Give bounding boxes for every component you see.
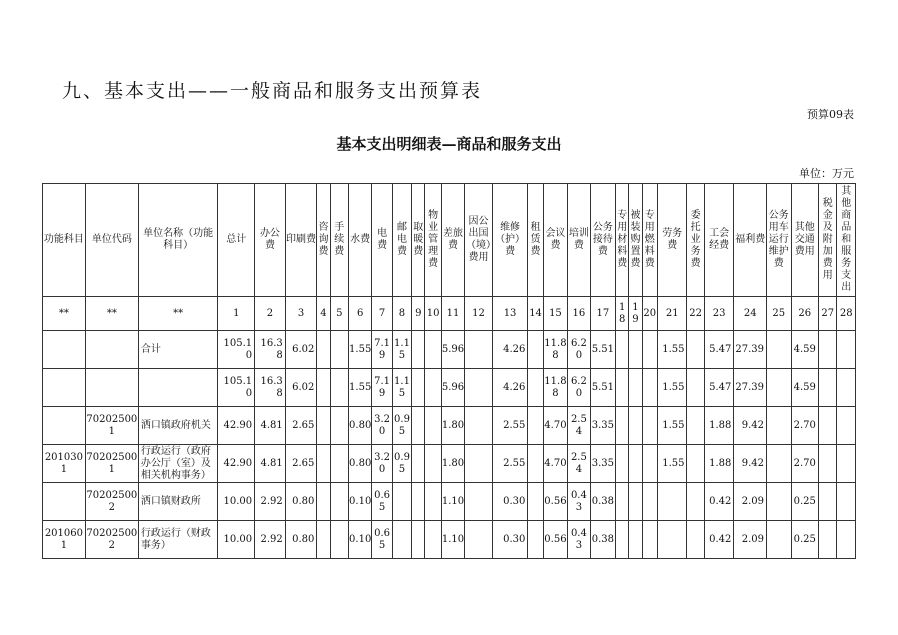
table-cell: [616, 483, 629, 521]
table-row: [43, 369, 856, 407]
index-cell: 8: [392, 297, 411, 331]
index-cell: 25: [767, 297, 791, 331]
table-cell: 16.38: [255, 331, 286, 369]
table-row: [43, 331, 856, 369]
header-cell: 总计: [218, 184, 255, 297]
index-cell: 18: [616, 297, 629, 331]
header-cell: 物业管理费: [425, 184, 441, 297]
table-cell: 5.51: [590, 369, 616, 407]
table-cell: [767, 369, 791, 407]
table-row: [43, 483, 856, 521]
table-cell: [642, 369, 657, 407]
table-cell: 7.19: [372, 369, 392, 407]
index-cell: **: [85, 297, 138, 331]
index-cell: 24: [734, 297, 767, 331]
table-cell: [330, 521, 348, 559]
table-cell: 1.88: [704, 407, 734, 445]
table-cell: [412, 521, 425, 559]
table-cell: 5.47: [704, 369, 734, 407]
index-cell: 1: [218, 297, 255, 331]
table-cell: 1.88: [704, 445, 734, 483]
table-cell: [767, 521, 791, 559]
section-title: 九、基本支出——一般商品和服务支出预算表: [62, 80, 483, 102]
table-cell: 4.70: [543, 445, 567, 483]
header-cell: 咨询费: [317, 184, 330, 297]
index-cell: 12: [465, 297, 493, 331]
header-cell: 公务接待费: [590, 184, 616, 297]
table-cell: [317, 407, 330, 445]
table-cell: 4.59: [791, 331, 819, 369]
table-cell: 5.51: [590, 331, 616, 369]
table-cell: [425, 483, 441, 521]
table-cell: 4.26: [492, 369, 528, 407]
index-cell: 22: [687, 297, 704, 331]
table-cell: [767, 445, 791, 483]
table-cell: 105.10: [218, 331, 255, 369]
table-cell: 4.81: [255, 445, 286, 483]
table-cell: [642, 407, 657, 445]
table-cell: 0.43: [568, 521, 590, 559]
table-cell: 0.30: [492, 483, 528, 521]
table-cell: [642, 521, 657, 559]
table-cell: 0.80: [348, 445, 371, 483]
header-cell: 单位名称（功能科目）: [138, 184, 218, 297]
table-row: [43, 445, 856, 483]
header-cell: 会议费: [543, 184, 567, 297]
table-cell: 702025002: [85, 521, 138, 559]
header-cell: 公务用车运行维护费: [767, 184, 791, 297]
table-cell: [425, 521, 441, 559]
header-cell: 福利费: [734, 184, 767, 297]
index-cell: 21: [657, 297, 687, 331]
table-cell: [629, 521, 642, 559]
table-cell: 10.00: [218, 483, 255, 521]
header-cell: 印刷费: [285, 184, 317, 297]
table-cell: [465, 331, 493, 369]
table-cell: [425, 331, 441, 369]
document-code: 预算09表: [807, 108, 854, 121]
table-cell: 6.20: [568, 331, 590, 369]
table-cell: 4.59: [791, 369, 819, 407]
table-cell: 2.65: [285, 445, 317, 483]
index-cell: 27: [819, 297, 837, 331]
table-cell: [412, 445, 425, 483]
table-cell: [767, 407, 791, 445]
table-cell: 1.55: [657, 407, 687, 445]
header-cell: 单位代码: [85, 184, 138, 297]
table-cell: [657, 483, 687, 521]
table-cell: 行政运行（政府办公厅（室）及相关机构事务）: [138, 445, 218, 483]
table-cell: [616, 407, 629, 445]
table-cell: 0.65: [372, 521, 392, 559]
table-cell: [138, 369, 218, 407]
table-cell: [629, 445, 642, 483]
table-cell: 3.20: [372, 407, 392, 445]
header-cell: 其他交通费用: [791, 184, 819, 297]
table-cell: [330, 445, 348, 483]
table-cell: 洒口镇政府机关: [138, 407, 218, 445]
index-cell: **: [138, 297, 218, 331]
table-cell: [629, 369, 642, 407]
table-cell: [767, 483, 791, 521]
table-cell: 1.80: [441, 445, 464, 483]
table-cell: 5.96: [441, 369, 464, 407]
table-cell: [85, 331, 138, 369]
table-cell: [629, 331, 642, 369]
header-cell: 委托业务费: [687, 184, 704, 297]
index-cell: 17: [590, 297, 616, 331]
table-cell: 0.25: [791, 483, 819, 521]
table-title: 基本支出明细表—商品和服务支出: [336, 135, 562, 153]
header-cell: 被装购置费: [629, 184, 642, 297]
table-cell: [819, 369, 837, 407]
table-cell: [616, 369, 629, 407]
header-cell: 租赁费: [528, 184, 543, 297]
table-cell: [687, 521, 704, 559]
index-cell: 16: [568, 297, 590, 331]
table-cell: 702025001: [85, 407, 138, 445]
table-cell: [837, 369, 856, 407]
index-cell: 15: [543, 297, 567, 331]
table-cell: 11.88: [543, 369, 567, 407]
table-cell: 1.55: [348, 369, 371, 407]
table-cell: 0.95: [392, 407, 411, 445]
table-cell: 0.30: [492, 521, 528, 559]
table-cell: [819, 521, 837, 559]
table-cell: 1.55: [657, 369, 687, 407]
table-cell: 4.81: [255, 407, 286, 445]
table-cell: 2.55: [492, 445, 528, 483]
table-cell: 702025002: [85, 483, 138, 521]
table-cell: 洒口镇财政所: [138, 483, 218, 521]
table-cell: [687, 331, 704, 369]
table-cell: [43, 407, 86, 445]
header-cell: 工会经费: [704, 184, 734, 297]
table-cell: 105.10: [218, 369, 255, 407]
header-cell: 维修（护）费: [492, 184, 528, 297]
table-cell: 4.26: [492, 331, 528, 369]
table-cell: 27.39: [734, 369, 767, 407]
table-cell: 1.15: [392, 369, 411, 407]
table-cell: 6.02: [285, 369, 317, 407]
table-cell: [528, 407, 543, 445]
table-cell: [657, 521, 687, 559]
table-cell: 行政运行（财政事务）: [138, 521, 218, 559]
table-cell: [85, 369, 138, 407]
index-row: [43, 297, 856, 331]
table-cell: [317, 521, 330, 559]
table-cell: [629, 407, 642, 445]
table-cell: [330, 369, 348, 407]
table-cell: 11.88: [543, 331, 567, 369]
table-cell: [43, 331, 86, 369]
header-cell: 电费: [372, 184, 392, 297]
header-cell: 办公费: [255, 184, 286, 297]
index-cell: 13: [492, 297, 528, 331]
table-cell: 0.43: [568, 483, 590, 521]
table-cell: [837, 483, 856, 521]
header-cell: 因公出国（境）费用: [465, 184, 493, 297]
table-cell: [425, 445, 441, 483]
table-cell: [425, 407, 441, 445]
table-cell: 2.92: [255, 483, 286, 521]
table-cell: 2.55: [492, 407, 528, 445]
table-cell: [412, 483, 425, 521]
table-cell: 0.42: [704, 483, 734, 521]
index-cell: 7: [372, 297, 392, 331]
table-cell: 9.42: [734, 445, 767, 483]
table-cell: 2010601: [43, 521, 86, 559]
table-cell: 2.54: [568, 445, 590, 483]
index-cell: 3: [285, 297, 317, 331]
table-cell: 2.09: [734, 521, 767, 559]
table-cell: 3.20: [372, 445, 392, 483]
expenditure-table: [42, 183, 856, 559]
index-cell: 14: [528, 297, 543, 331]
table-cell: 27.39: [734, 331, 767, 369]
table-cell: [528, 445, 543, 483]
table-cell: [392, 521, 411, 559]
table-cell: 0.56: [543, 521, 567, 559]
table-cell: [465, 445, 493, 483]
table-cell: [837, 521, 856, 559]
table-cell: 1.55: [657, 445, 687, 483]
table-cell: [837, 331, 856, 369]
header-cell: 培训费: [568, 184, 590, 297]
table-cell: [317, 331, 330, 369]
table-cell: [528, 369, 543, 407]
table-cell: 0.10: [348, 521, 371, 559]
table-cell: [642, 331, 657, 369]
table-cell: 2.92: [255, 521, 286, 559]
table-cell: 7.19: [372, 331, 392, 369]
header-cell: 邮电费: [392, 184, 411, 297]
table-cell: [819, 445, 837, 483]
header-cell: 劳务费: [657, 184, 687, 297]
table-cell: 10.00: [218, 521, 255, 559]
table-cell: [465, 521, 493, 559]
table-cell: 合计: [138, 331, 218, 369]
header-cell: 手续费: [330, 184, 348, 297]
table-cell: 6.20: [568, 369, 590, 407]
index-cell: 23: [704, 297, 734, 331]
table-cell: 0.65: [372, 483, 392, 521]
table-cell: 1.15: [392, 331, 411, 369]
header-cell: 税金及附加费用: [819, 184, 837, 297]
table-cell: [412, 407, 425, 445]
table-cell: 9.42: [734, 407, 767, 445]
table-cell: 1.55: [657, 331, 687, 369]
table-cell: 4.70: [543, 407, 567, 445]
header-cell: 专用材料费: [616, 184, 629, 297]
table-cell: [819, 331, 837, 369]
table-cell: 0.80: [285, 483, 317, 521]
table-cell: [616, 445, 629, 483]
table-cell: [317, 369, 330, 407]
table-cell: 3.35: [590, 407, 616, 445]
index-cell: 2: [255, 297, 286, 331]
table-cell: [465, 483, 493, 521]
index-cell: 11: [441, 297, 464, 331]
index-cell: 4: [317, 297, 330, 331]
table-cell: 0.38: [590, 521, 616, 559]
table-cell: [616, 331, 629, 369]
table-cell: [330, 483, 348, 521]
index-cell: **: [43, 297, 86, 331]
index-cell: 28: [837, 297, 856, 331]
table-cell: 0.38: [590, 483, 616, 521]
table-cell: 5.47: [704, 331, 734, 369]
header-cell: 差旅费: [441, 184, 464, 297]
table-cell: [687, 483, 704, 521]
table-cell: 0.10: [348, 483, 371, 521]
table-cell: 3.35: [590, 445, 616, 483]
table-cell: [425, 369, 441, 407]
table-row: [43, 407, 856, 445]
table-cell: 2010301: [43, 445, 86, 483]
table-cell: 1.80: [441, 407, 464, 445]
header-row: [43, 184, 856, 297]
table-cell: [819, 407, 837, 445]
index-cell: 9: [412, 297, 425, 331]
index-cell: 19: [629, 297, 642, 331]
table-cell: [819, 483, 837, 521]
header-cell: 功能科目: [43, 184, 86, 297]
table-cell: 0.56: [543, 483, 567, 521]
table-cell: [629, 483, 642, 521]
table-cell: [642, 445, 657, 483]
index-cell: 6: [348, 297, 371, 331]
table-cell: [687, 369, 704, 407]
table-cell: [687, 407, 704, 445]
table-cell: [528, 483, 543, 521]
table-cell: [465, 407, 493, 445]
table-cell: [317, 483, 330, 521]
table-cell: [616, 521, 629, 559]
table-cell: 0.42: [704, 521, 734, 559]
table-cell: 2.09: [734, 483, 767, 521]
table-cell: [528, 331, 543, 369]
table-cell: 1.10: [441, 483, 464, 521]
table-cell: 1.55: [348, 331, 371, 369]
table-cell: [412, 331, 425, 369]
table-cell: 2.65: [285, 407, 317, 445]
header-cell: 水费: [348, 184, 371, 297]
table-cell: 702025001: [85, 445, 138, 483]
table-cell: [330, 331, 348, 369]
table-cell: [465, 369, 493, 407]
index-cell: 10: [425, 297, 441, 331]
table-cell: 16.38: [255, 369, 286, 407]
table-cell: [330, 407, 348, 445]
table-cell: [43, 369, 86, 407]
table-cell: 42.90: [218, 445, 255, 483]
index-cell: 20: [642, 297, 657, 331]
table-cell: [392, 483, 411, 521]
index-cell: 5: [330, 297, 348, 331]
table-cell: [837, 445, 856, 483]
table-cell: 2.70: [791, 407, 819, 445]
table-cell: [43, 483, 86, 521]
header-cell: 取暖费: [412, 184, 425, 297]
table-cell: 5.96: [441, 331, 464, 369]
table-cell: 2.70: [791, 445, 819, 483]
table-cell: 2.54: [568, 407, 590, 445]
table-cell: 6.02: [285, 331, 317, 369]
table-cell: [642, 483, 657, 521]
table-cell: 42.90: [218, 407, 255, 445]
table-cell: 0.80: [348, 407, 371, 445]
index-cell: 26: [791, 297, 819, 331]
table-cell: [528, 521, 543, 559]
header-cell: 专用燃料费: [642, 184, 657, 297]
table-cell: [837, 407, 856, 445]
table-cell: [767, 331, 791, 369]
table-cell: 0.95: [392, 445, 411, 483]
table-cell: [317, 445, 330, 483]
table-cell: 1.10: [441, 521, 464, 559]
table-cell: [687, 445, 704, 483]
table-cell: 0.25: [791, 521, 819, 559]
table-cell: 0.80: [285, 521, 317, 559]
table-row: [43, 521, 856, 559]
table-cell: [412, 369, 425, 407]
header-cell: 其他商品和服务支出: [837, 184, 856, 297]
unit-label: 单位：万元: [799, 167, 854, 180]
